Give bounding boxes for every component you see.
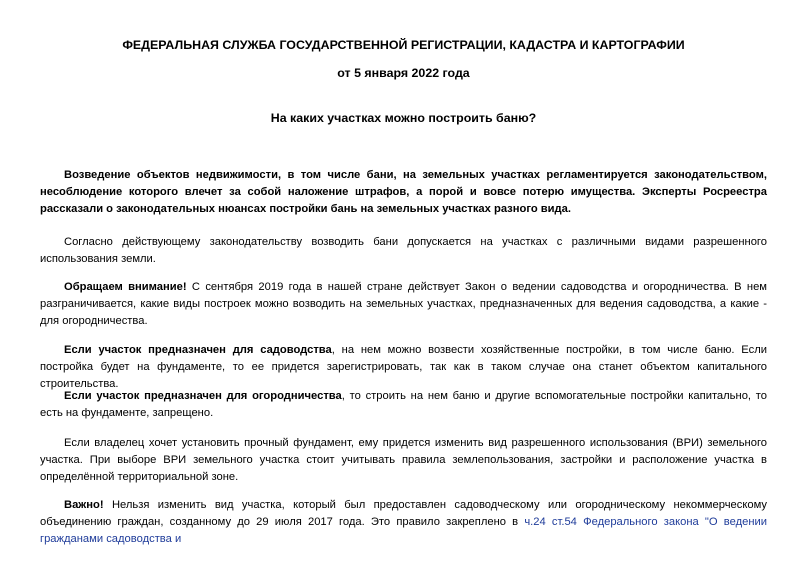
paragraph-foundation bbox=[40, 435, 767, 486]
vegetable-text: , то строить на нем баню и другие вспомогательные постройки капитально, то есть на фундаменте, запрещено. bbox=[40, 390, 767, 419]
paragraph-gardening bbox=[40, 342, 767, 393]
intro-paragraph bbox=[40, 167, 767, 218]
law-link[interactable]: ч.24 ст.54 Федерального закона "О ведении гражданами садоводства и bbox=[40, 516, 768, 545]
important-text: Нельзя изменить вид участка, который был предоставлен садоводческому или огородническому некоммерческому объединению граждан, созданному до 29 июля 2017 года. Это правило закреплено в bbox=[40, 499, 767, 528]
gardening-text: , на нем можно возвести хозяйственные постройки, в том числе баню. Если постройка будет на фундаменте, то ее придется зарегистрировать, так как в таком случае она станет объектом капитального строительства. bbox=[40, 344, 767, 390]
paragraph-law-text: Согласно действующему законодательству возводить бани допускается на участках с различными видами разрешенного использования земли. bbox=[40, 236, 767, 265]
paragraph-attention bbox=[40, 279, 767, 330]
foundation-text: Если владелец хочет установить прочный фундамент, ему придется изменить вид разрешенного использования (ВРИ) земельного участка. При выборе ВРИ земельного участка стоит учитывать правила землепользования, застройки и расположение участка в определённой территориальной зоне. bbox=[40, 437, 767, 483]
attention-text: С сентября 2019 года в нашей стране действует Закон о ведении садоводства и огородничества. В нем разграничивается, какие виды построек можно возводить на земельных участках, предназначенных для ведения садоводства, а какие - для огородничества. bbox=[40, 281, 767, 327]
attention-label: Обращаем внимание! bbox=[64, 281, 187, 293]
paragraph-vegetable bbox=[40, 388, 767, 422]
important-label: Важно! bbox=[64, 499, 104, 511]
paragraph-law bbox=[40, 234, 767, 268]
paragraph-important bbox=[40, 497, 767, 548]
date-heading: от 5 января 2022 года bbox=[337, 66, 470, 80]
vegetable-label: Если участок предназначен для огородничества bbox=[64, 390, 342, 402]
gardening-label: Если участок предназначен для садоводства bbox=[64, 344, 332, 356]
agency-heading: ФЕДЕРАЛЬНАЯ СЛУЖБА ГОСУДАРСТВЕННОЙ РЕГИСТРАЦИИ, КАДАСТРА И КАРТОГРАФИИ bbox=[122, 38, 685, 52]
article-title: На каких участках можно построить баню? bbox=[270, 111, 537, 125]
intro-text: Возведение объектов недвижимости, в том числе бани, на земельных участках регламентируется законодательством, несоблюдение которого влечет за собой наложение штрафов, а порой и вовсе потерю имущества. Эксперты Росреестра рассказали о законодательных нюансах постройки бань на земельных участках разного вида. bbox=[40, 169, 767, 215]
